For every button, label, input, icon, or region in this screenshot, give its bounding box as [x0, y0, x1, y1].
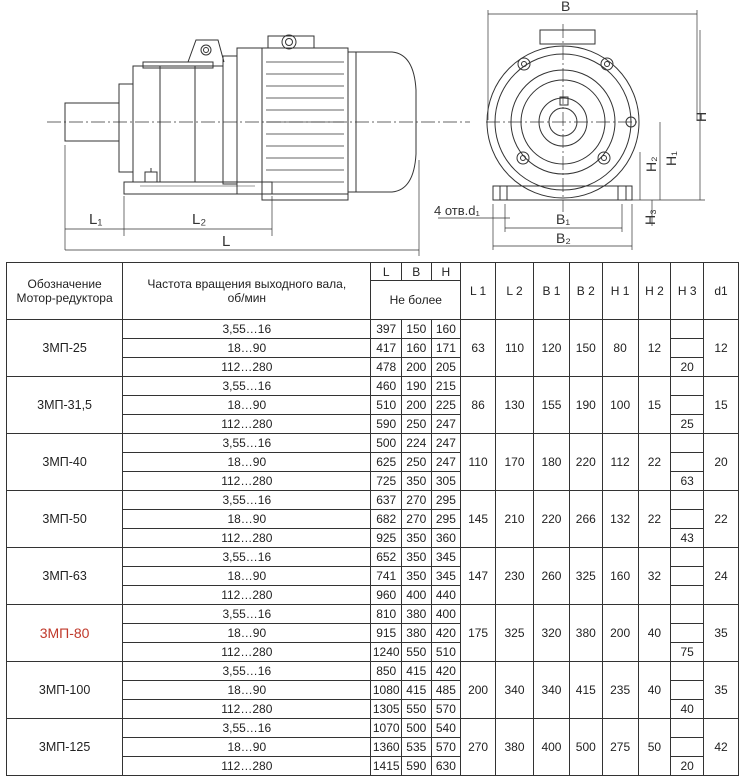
dim-L1: 270 — [461, 719, 496, 776]
dim-H2: 22 — [638, 434, 671, 491]
dim-H: 205 — [431, 358, 461, 377]
dim-B: 590 — [402, 757, 432, 776]
dim-H3 — [671, 605, 704, 624]
dim-L: 1240 — [371, 643, 402, 662]
dim-L: 460 — [371, 377, 402, 396]
header-B2: B 2 — [569, 263, 602, 320]
side-dimensions — [65, 145, 419, 256]
dim-label-B: B — [561, 0, 571, 14]
dim-B: 150 — [402, 320, 432, 339]
header-L1: L 1 — [461, 263, 496, 320]
table-row — [7, 662, 739, 681]
dim-L: 850 — [371, 662, 402, 681]
dim-H3 — [671, 548, 704, 567]
technical-drawing — [0, 0, 744, 262]
output-speed: 18…90 — [123, 738, 371, 757]
header-B: B — [402, 263, 432, 281]
output-speed: 3,55…16 — [123, 662, 371, 681]
output-speed: 112…280 — [123, 358, 371, 377]
output-speed: 112…280 — [123, 643, 371, 662]
dim-L1: 86 — [461, 377, 496, 434]
dim-B: 535 — [402, 738, 432, 757]
motor-designation: 3МП-50 — [7, 491, 123, 548]
dim-B: 224 — [402, 434, 432, 453]
dim-H: 247 — [431, 415, 461, 434]
dim-H3 — [671, 396, 704, 415]
output-speed: 112…280 — [123, 472, 371, 491]
dim-B1: 220 — [534, 491, 570, 548]
dim-B2: 190 — [569, 377, 602, 434]
dim-B1: 340 — [534, 662, 570, 719]
dim-H3 — [671, 586, 704, 605]
dim-label-H3: H₃ — [642, 209, 658, 225]
dim-H3 — [671, 681, 704, 700]
dim-L: 1415 — [371, 757, 402, 776]
dim-B2: 415 — [569, 662, 602, 719]
dim-H3: 75 — [671, 643, 704, 662]
motor-designation: 3МП-100 — [7, 662, 123, 719]
dim-H: 510 — [431, 643, 461, 662]
dim-H: 295 — [431, 491, 461, 510]
table-body — [7, 320, 739, 776]
dim-L2: 230 — [496, 548, 534, 605]
motor-body — [262, 48, 348, 194]
dim-d1: 15 — [704, 377, 739, 434]
front-view — [486, 24, 640, 212]
table-row — [7, 605, 739, 624]
dim-H3 — [671, 510, 704, 529]
header-H3: H 3 — [671, 263, 704, 320]
dim-H1: 200 — [602, 605, 638, 662]
dim-B: 550 — [402, 700, 432, 719]
table-row — [7, 491, 739, 510]
dim-L: 417 — [371, 339, 402, 358]
dim-H1: 112 — [602, 434, 638, 491]
dim-L: 500 — [371, 434, 402, 453]
output-speed: 112…280 — [123, 700, 371, 719]
dim-B1: 400 — [534, 719, 570, 776]
dim-B1: 320 — [534, 605, 570, 662]
motor-designation: 3МП-125 — [7, 719, 123, 776]
dim-L1: 200 — [461, 662, 496, 719]
dimensions-table — [6, 262, 739, 776]
dim-label-L1: L₁ — [89, 211, 103, 228]
dim-L1: 145 — [461, 491, 496, 548]
header-H: H — [431, 263, 461, 281]
dim-label-H2: H₂ — [643, 156, 659, 172]
header-L: L — [371, 263, 402, 281]
dim-H3 — [671, 491, 704, 510]
dim-B1: 260 — [534, 548, 570, 605]
dim-B: 200 — [402, 358, 432, 377]
dim-H: 345 — [431, 567, 461, 586]
dim-B: 380 — [402, 605, 432, 624]
dim-H3 — [671, 377, 704, 396]
dim-H1: 132 — [602, 491, 638, 548]
dim-H: 400 — [431, 605, 461, 624]
motor-designation: 3МП-63 — [7, 548, 123, 605]
dim-B2: 220 — [569, 434, 602, 491]
dim-B: 190 — [402, 377, 432, 396]
dim-L: 652 — [371, 548, 402, 567]
output-speed: 112…280 — [123, 586, 371, 605]
dim-H: 171 — [431, 339, 461, 358]
dim-H3 — [671, 434, 704, 453]
dim-H3: 25 — [671, 415, 704, 434]
dim-B: 550 — [402, 643, 432, 662]
dim-H2: 40 — [638, 605, 671, 662]
output-speed: 18…90 — [123, 624, 371, 643]
dim-L1: 63 — [461, 320, 496, 377]
dim-label-H: H — [693, 111, 709, 122]
dim-B: 250 — [402, 453, 432, 472]
dim-H: 247 — [431, 453, 461, 472]
output-speed: 3,55…16 — [123, 377, 371, 396]
dim-L: 1305 — [371, 700, 402, 719]
dim-H3: 63 — [671, 472, 704, 491]
header-designation: Обозначение Мотор-редуктора — [7, 263, 123, 320]
motor-designation: 3МП-40 — [7, 434, 123, 491]
dim-H: 345 — [431, 548, 461, 567]
output-speed: 112…280 — [123, 529, 371, 548]
output-speed: 18…90 — [123, 453, 371, 472]
dim-B2: 266 — [569, 491, 602, 548]
dim-H: 225 — [431, 396, 461, 415]
dim-L: 915 — [371, 624, 402, 643]
terminal-box — [268, 36, 314, 48]
output-speed: 18…90 — [123, 396, 371, 415]
dim-L1: 110 — [461, 434, 496, 491]
dim-L: 925 — [371, 529, 402, 548]
dim-B: 350 — [402, 567, 432, 586]
dim-B: 350 — [402, 548, 432, 567]
output-speed: 112…280 — [123, 757, 371, 776]
dim-H: 540 — [431, 719, 461, 738]
output-speed: 3,55…16 — [123, 548, 371, 567]
dim-B: 270 — [402, 510, 432, 529]
table-row — [7, 719, 739, 738]
dim-d1: 24 — [704, 548, 739, 605]
dim-H3: 20 — [671, 358, 704, 377]
header-d1: d1 — [704, 263, 739, 320]
dim-label-H1: H₁ — [663, 151, 679, 166]
motor-designation: 3МП-80 — [7, 605, 123, 662]
dim-H: 360 — [431, 529, 461, 548]
motor-designation: 3МП-25 — [7, 320, 123, 377]
dim-L2: 325 — [496, 605, 534, 662]
dim-L: 682 — [371, 510, 402, 529]
dim-H: 570 — [431, 738, 461, 757]
output-speed: 3,55…16 — [123, 719, 371, 738]
dim-L: 478 — [371, 358, 402, 377]
dim-L2: 170 — [496, 434, 534, 491]
dim-B: 415 — [402, 681, 432, 700]
dim-H3 — [671, 339, 704, 358]
output-speed: 18…90 — [123, 567, 371, 586]
dim-H: 570 — [431, 700, 461, 719]
output-speed: 3,55…16 — [123, 491, 371, 510]
dim-H2: 50 — [638, 719, 671, 776]
dim-B2: 150 — [569, 320, 602, 377]
dim-H1: 80 — [602, 320, 638, 377]
reducer-foot — [124, 182, 272, 194]
dim-H2: 40 — [638, 662, 671, 719]
dim-B: 380 — [402, 624, 432, 643]
dim-d1: 35 — [704, 662, 739, 719]
dim-L: 625 — [371, 453, 402, 472]
dim-label-B2: B₂ — [556, 230, 571, 246]
dim-L2: 380 — [496, 719, 534, 776]
table-row — [7, 434, 739, 453]
dim-L: 590 — [371, 415, 402, 434]
dim-L: 741 — [371, 567, 402, 586]
header-H2: H 2 — [638, 263, 671, 320]
dim-L2: 340 — [496, 662, 534, 719]
dim-H3: 20 — [671, 757, 704, 776]
dim-H1: 160 — [602, 548, 638, 605]
dim-B: 160 — [402, 339, 432, 358]
dim-H: 160 — [431, 320, 461, 339]
dim-B1: 155 — [534, 377, 570, 434]
table-row — [7, 320, 739, 339]
dim-L: 397 — [371, 320, 402, 339]
dim-B: 250 — [402, 415, 432, 434]
dim-d1: 20 — [704, 434, 739, 491]
dim-label-holes: 4 отв.d₁ — [434, 203, 480, 218]
output-speed: 3,55…16 — [123, 320, 371, 339]
dim-L1: 175 — [461, 605, 496, 662]
dim-L: 637 — [371, 491, 402, 510]
dim-L2: 110 — [496, 320, 534, 377]
motor-designation: 3МП-31,5 — [7, 377, 123, 434]
table-row — [7, 377, 739, 396]
output-speed: 18…90 — [123, 339, 371, 358]
reducer-flange — [119, 84, 133, 172]
dim-H1: 100 — [602, 377, 638, 434]
dim-L: 510 — [371, 396, 402, 415]
dim-L: 1070 — [371, 719, 402, 738]
dim-B: 400 — [402, 586, 432, 605]
dim-B2: 380 — [569, 605, 602, 662]
dim-H3 — [671, 453, 704, 472]
dim-B1: 180 — [534, 434, 570, 491]
header-H1: H 1 — [602, 263, 638, 320]
dim-label-L2: L₂ — [192, 211, 207, 228]
header-L2: L 2 — [496, 263, 534, 320]
dim-H: 485 — [431, 681, 461, 700]
table-row — [7, 548, 739, 567]
dim-B: 200 — [402, 396, 432, 415]
dim-d1: 42 — [704, 719, 739, 776]
dim-label-L: L — [222, 233, 231, 250]
dim-B2: 500 — [569, 719, 602, 776]
dim-B: 350 — [402, 529, 432, 548]
dim-L2: 130 — [496, 377, 534, 434]
dim-L1: 147 — [461, 548, 496, 605]
dim-H: 630 — [431, 757, 461, 776]
dim-d1: 35 — [704, 605, 739, 662]
dim-B: 415 — [402, 662, 432, 681]
dim-L: 1080 — [371, 681, 402, 700]
dim-B2: 325 — [569, 548, 602, 605]
dim-d1: 22 — [704, 491, 739, 548]
dim-H2: 15 — [638, 377, 671, 434]
dim-d1: 12 — [704, 320, 739, 377]
side-view — [47, 35, 470, 200]
dim-B: 350 — [402, 472, 432, 491]
dim-H: 420 — [431, 662, 461, 681]
dim-H: 305 — [431, 472, 461, 491]
dim-H3: 40 — [671, 700, 704, 719]
reducer-body — [133, 66, 223, 182]
dim-H3 — [671, 719, 704, 738]
header-max: Не более — [371, 281, 461, 320]
dim-L: 810 — [371, 605, 402, 624]
dim-H1: 235 — [602, 662, 638, 719]
output-speed: 3,55…16 — [123, 434, 371, 453]
output-speed: 3,55…16 — [123, 605, 371, 624]
dim-L: 960 — [371, 586, 402, 605]
dim-B: 500 — [402, 719, 432, 738]
dim-H3 — [671, 662, 704, 681]
dim-H3: 43 — [671, 529, 704, 548]
dim-H: 247 — [431, 434, 461, 453]
dim-H3 — [671, 567, 704, 586]
dim-H2: 32 — [638, 548, 671, 605]
dim-H3 — [671, 624, 704, 643]
header-speed: Частота вращения выходного вала, об/мин — [123, 263, 371, 320]
dim-H3 — [671, 320, 704, 339]
dim-H: 215 — [431, 377, 461, 396]
dim-H2: 12 — [638, 320, 671, 377]
dim-L2: 210 — [496, 491, 534, 548]
header-B1: B 1 — [534, 263, 570, 320]
dim-B1: 120 — [534, 320, 570, 377]
dim-L: 725 — [371, 472, 402, 491]
output-speed: 18…90 — [123, 510, 371, 529]
output-speed: 18…90 — [123, 681, 371, 700]
dim-H3 — [671, 738, 704, 757]
dim-label-B1: B₁ — [556, 211, 571, 227]
dim-H2: 22 — [638, 491, 671, 548]
dim-H: 295 — [431, 510, 461, 529]
dim-B: 270 — [402, 491, 432, 510]
dim-H1: 275 — [602, 719, 638, 776]
dim-L: 1360 — [371, 738, 402, 757]
output-speed: 112…280 — [123, 415, 371, 434]
table-header — [7, 263, 739, 320]
dim-H: 440 — [431, 586, 461, 605]
dim-H: 420 — [431, 624, 461, 643]
